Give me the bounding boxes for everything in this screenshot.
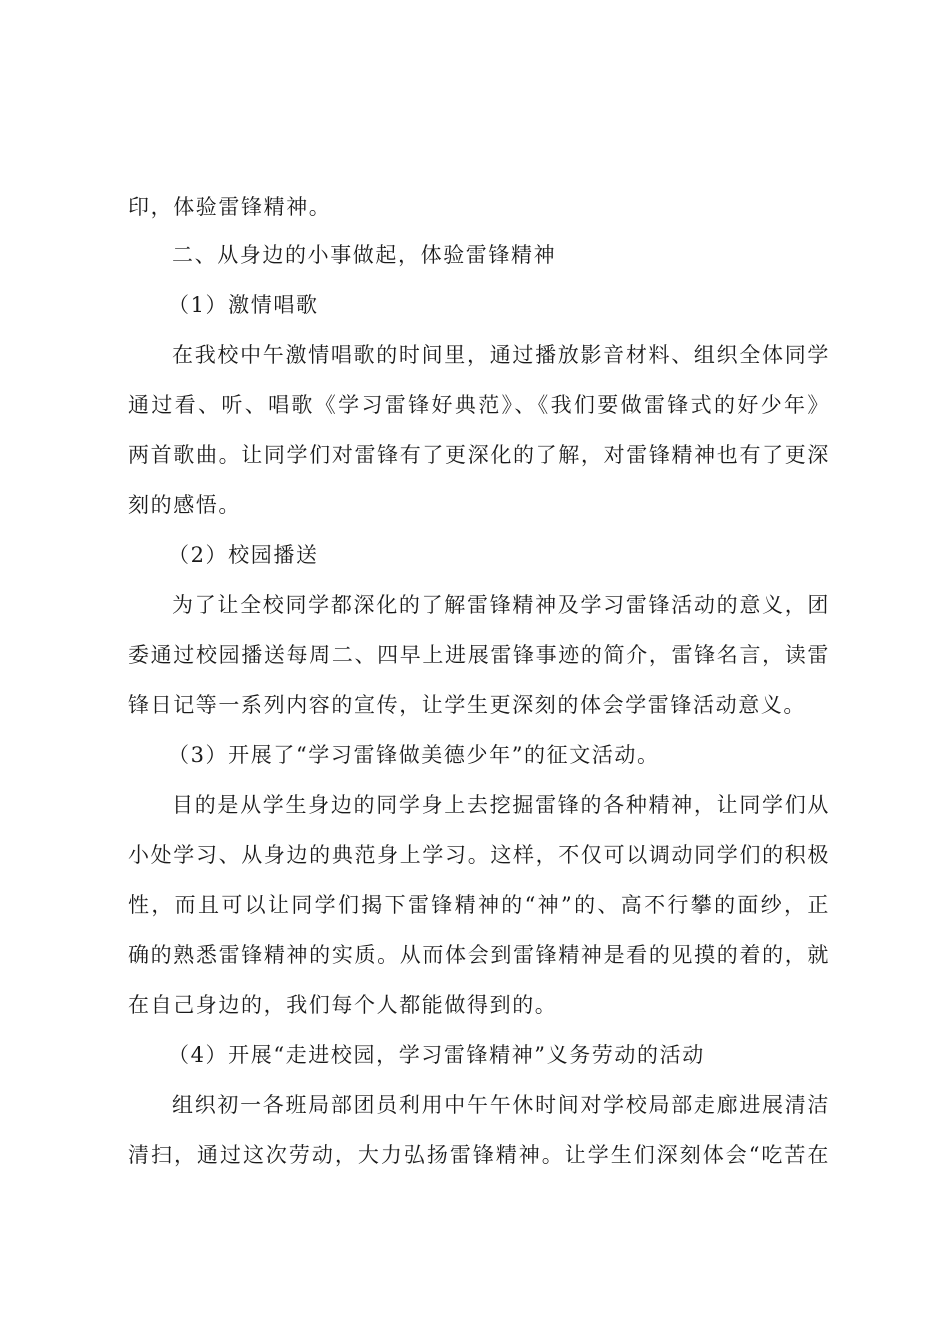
paragraph-line: 通过看、听、唱歌《学习雷锋好典范》、《我们要做雷锋式的好少年》	[128, 393, 830, 417]
paragraph-line: 确的熟悉雷锋精神的实质。从而体会到雷锋精神是看的见摸的着的，就	[128, 943, 830, 967]
paragraph-line: 在自己身边的，我们每个人都能做得到的。	[128, 993, 558, 1017]
sub-heading: （2）校园播送	[168, 543, 319, 567]
paragraph-line: 性，而且可以让同学们揭下雷锋精神的“神”的、高不行攀的面纱，正	[128, 893, 830, 917]
paragraph-line: 委通过校园播送每周二、四早上进展雷锋事迹的简介，雷锋名言，读雷	[128, 643, 830, 667]
paragraph-line: 目的是从学生身边的同学身上去挖掘雷锋的各种精神，让同学们从	[172, 793, 830, 817]
paragraph-line: 刻的感悟。	[128, 493, 241, 517]
paragraph-line: 在我校中午激情唱歌的时间里，通过播放影音材料、组织全体同学	[172, 343, 830, 367]
section-heading: 二、从身边的小事做起，体验雷锋精神	[172, 243, 557, 267]
paragraph-line: 小处学习、从身边的典范身上学习。这样，不仅可以调动同学们的积极	[128, 843, 830, 867]
paragraph-line: 组织初一各班局部团员利用中午午休时间对学校局部走廊进展清洁	[172, 1093, 830, 1117]
sub-heading: （3）开展了“学习雷锋做美德少年”的征文活动。	[168, 743, 660, 767]
paragraph-line: 为了让全校同学都深化的了解雷锋精神及学习雷锋活动的意义，团	[172, 593, 830, 617]
sub-heading: （1）激情唱歌	[168, 293, 319, 317]
paragraph-line: 锋日记等一系列内容的宣传，让学生更深刻的体会学雷锋活动意义。	[128, 693, 806, 717]
paragraph-line: 清扫，通过这次劳动，大力弘扬雷锋精神。让学生们深刻体会“吃苦在	[128, 1143, 830, 1167]
paragraph-line: 两首歌曲。让同学们对雷锋有了更深化的了解，对雷锋精神也有了更深	[128, 443, 830, 467]
paragraph-line: 印，体验雷锋精神。	[128, 195, 332, 219]
sub-heading: （4）开展“走进校园，学习雷锋精神”义务劳动的活动	[168, 1043, 705, 1067]
